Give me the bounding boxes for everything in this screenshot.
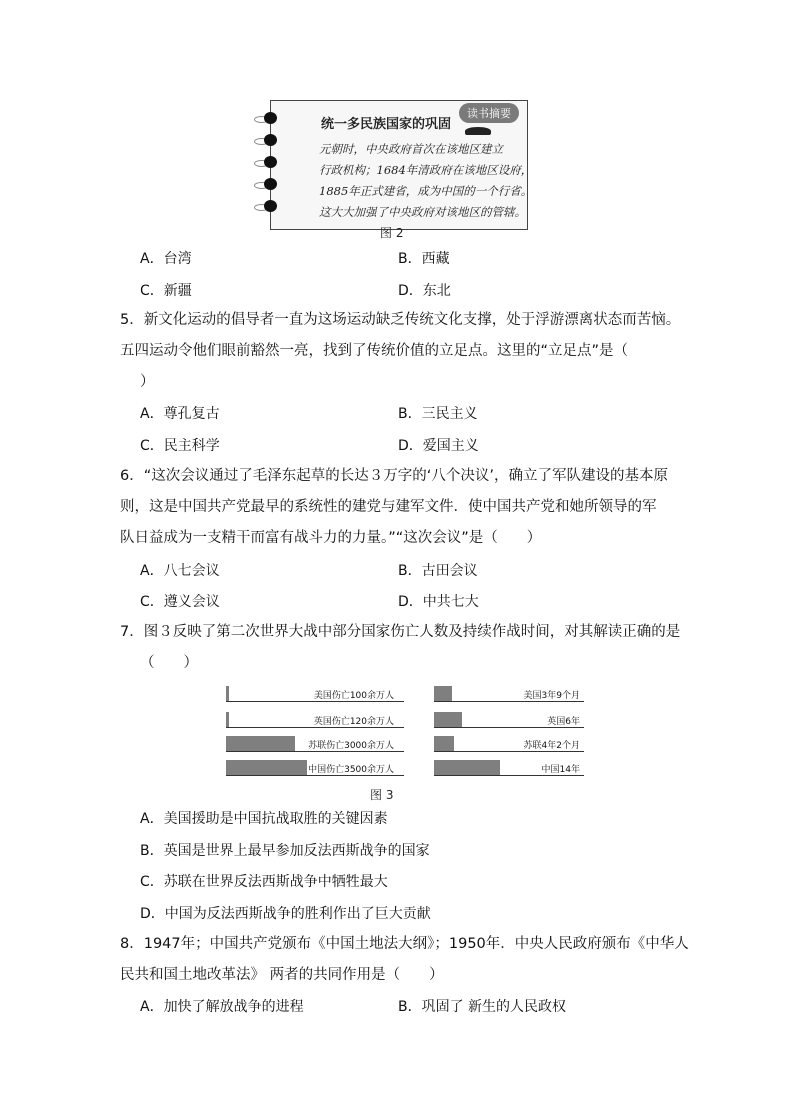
notebook-page	[270, 100, 533, 230]
question-5-line: ）	[140, 374, 155, 390]
figure-3-caption: 图 3	[370, 788, 394, 802]
question-8-line: 8．1947年；中国共产党颁布《中国土地法大纲》；1950年．中央人民政府颁布《中华人	[120, 936, 689, 952]
q4-option-c: C．新疆	[140, 283, 192, 299]
figure-2-title: 统一多民族国家的巩固	[321, 117, 452, 132]
question-7-line: 7．图３反映了第二次世界大战中部分国家伤亡人数及持续作战时间，对其解读正确的是	[120, 624, 681, 640]
figure-3-bar-row	[434, 686, 584, 702]
question-7	[120, 617, 680, 679]
figure-3-bar-label: 苏联伤亡3000余万人	[308, 741, 394, 751]
q4-option-d: D．东北	[398, 283, 451, 299]
question-8-line: 民共和国土地改革法》 两者的共同作用是（ ）	[120, 967, 444, 983]
figure-3-bar-label: 美国3年9个月	[523, 691, 580, 701]
q8-option-a: A．加快了解放战争的进程	[140, 999, 304, 1015]
figure-3-bar-row	[434, 712, 584, 728]
figure-3-bar-label: 美国伤亡100余万人	[313, 691, 394, 701]
figure-3-bar-label: 英国6年	[547, 717, 580, 727]
figure-2-line: 元朝时，中央政府首次在该地区建立	[319, 142, 503, 156]
reading-notes-badge: 读书摘要	[459, 103, 519, 123]
figure-3-bar-row	[226, 686, 404, 702]
figure-2-line: 1885年正式建省，成为中国的一个行省。	[319, 184, 533, 198]
figure-3-chart	[222, 682, 588, 800]
q6-option-a: A．八七会议	[140, 563, 220, 579]
figure-2-caption: 图 2	[380, 226, 404, 240]
figure-3-bar-label: 苏联4年2个月	[523, 741, 580, 751]
figure-3-bar-row	[226, 712, 404, 728]
q5-option-b: B．三民主义	[398, 406, 478, 422]
q8-option-b: B．巩固了 新生的人民政权	[398, 999, 567, 1015]
q5-option-d: D．爱国主义	[398, 438, 479, 454]
notebook-ring-icon	[254, 200, 276, 212]
q4-option-a: A．台湾	[140, 251, 192, 267]
question-5-line: 5．新文化运动的倡导者一直为这场运动缺乏传统文化支撑，处于浮游漂离状态而苦恼。	[120, 312, 681, 328]
figure-3-bar-row	[226, 760, 404, 776]
question-7-line: （ ）	[140, 655, 198, 671]
q7-option-c: C．苏联在世界反法西斯战争中牺牲最大	[140, 874, 388, 890]
figure-3-bar-row	[434, 736, 584, 752]
figure-3-bar-row	[226, 736, 404, 752]
notebook-ring-icon	[254, 156, 276, 168]
q6-option-d: D．中共七大	[398, 594, 479, 610]
question-6-line: 队日益成为一支精干而富有战斗力的力量。”“这次会议”是（ ）	[120, 530, 542, 546]
notebook-ring-icon	[254, 178, 276, 190]
figure-3-bar-label: 英国伤亡120余万人	[313, 717, 394, 727]
q7-option-d: D．中国为反法西斯战争的胜利作出了巨大贡献	[140, 906, 431, 922]
question-5	[120, 305, 680, 398]
figure-3-bar-row	[434, 760, 584, 776]
q5-option-a: A．尊孔复古	[140, 406, 220, 422]
hat-decoration-icon	[465, 127, 491, 135]
notebook-ring-icon	[254, 134, 276, 146]
q4-option-b: B．西藏	[398, 251, 450, 267]
q6-option-c: C．遵义会议	[140, 594, 220, 610]
figure-2-line: 行政机构；1684年清政府在该地区设府，	[319, 163, 533, 177]
q6-option-b: B．古田会议	[398, 563, 478, 579]
figure-3-bar-label: 中国伤亡3500余万人	[308, 765, 394, 775]
q7-option-a: A．美国援助是中国抗战取胜的关键因素	[140, 811, 388, 827]
figure-2-line: 这大大加强了中央政府对该地区的管辖。	[319, 205, 526, 219]
question-6-line: 则，这是中国共产党最早的系统性的建党与建军文件．使中国共产党和她所领导的军	[120, 499, 657, 515]
figure-2-notebook	[262, 100, 533, 242]
notebook-ring-icon	[254, 112, 276, 124]
figure-3-bar-label: 中国14年	[541, 765, 580, 775]
q7-option-b: B．英国是世界上最早参加反法西斯战争的国家	[140, 843, 430, 859]
question-5-line: 五四运动令他们眼前豁然一亮，找到了传统价值的立足点。这里的“立足点”是（	[120, 343, 629, 359]
question-8	[120, 929, 689, 991]
question-6	[120, 461, 680, 554]
q5-option-c: C．民主科学	[140, 438, 220, 454]
question-6-line: 6．“这次会议通过了毛泽东起草的长达３万字的‘八个决议’，确立了军队建设的基本原	[120, 468, 668, 484]
